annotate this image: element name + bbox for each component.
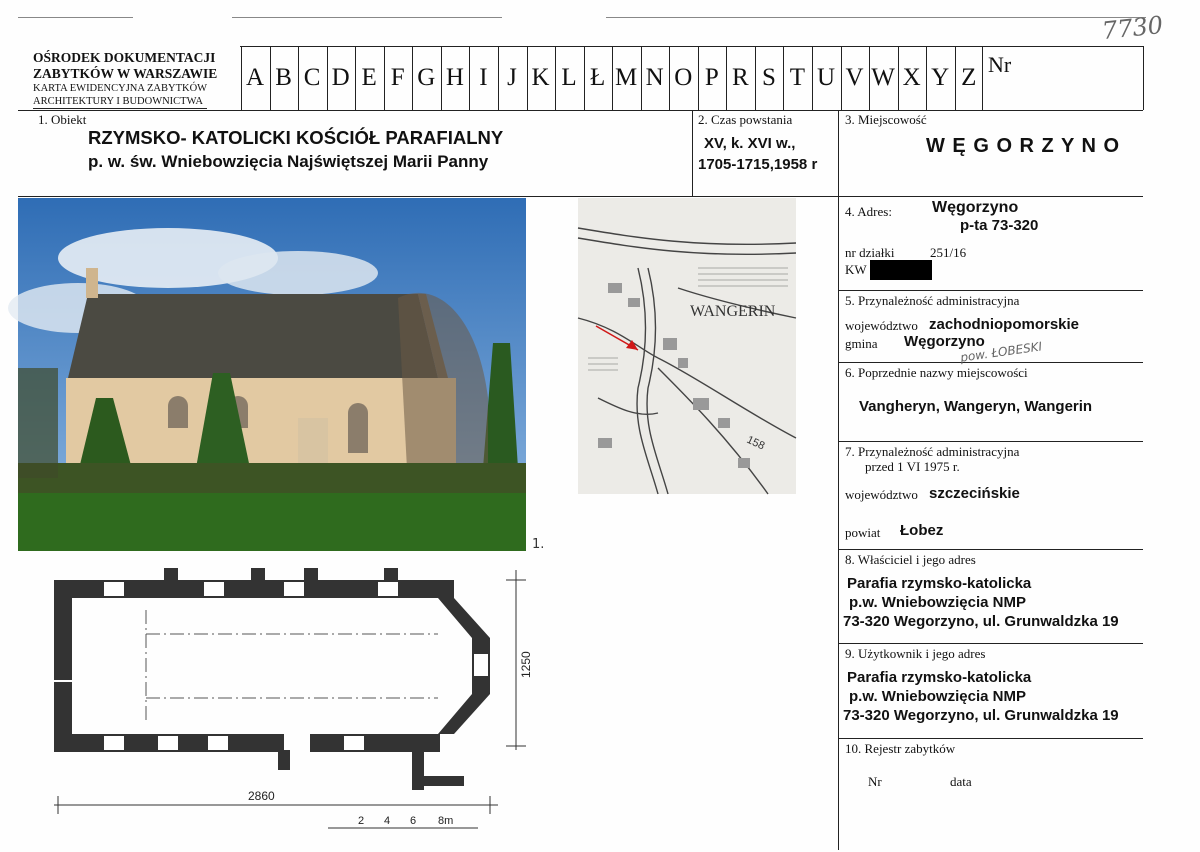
- church-photo: [18, 198, 526, 551]
- user-line1: Parafia rzymsko-katolicka: [847, 669, 1032, 686]
- location-map-svg: [578, 198, 796, 494]
- address-post: p-ta 73-320: [960, 217, 1039, 234]
- nr-box-left: [982, 46, 983, 110]
- letter-S: S: [761, 64, 776, 91]
- field8-label: 8. Właściciel i jego adres: [845, 552, 976, 567]
- location-map: [578, 198, 796, 494]
- field7-label2: przed 1 VI 1975 r.: [865, 459, 960, 474]
- field1-label: 1. Obiekt: [38, 112, 87, 127]
- letter-E: E: [361, 64, 377, 91]
- letter-Z: Z: [961, 64, 977, 91]
- plan-scale-8m: 8m: [438, 815, 454, 827]
- field9-label: 9. Użytkownik i jego adres: [845, 646, 986, 661]
- right-column-divider: [838, 110, 839, 850]
- field8-bottom: [838, 643, 1143, 644]
- photo-caption: 1.: [532, 537, 545, 552]
- plan-axes: [146, 610, 438, 720]
- letter-G: G: [417, 64, 436, 91]
- voivodeship-label: województwo: [845, 318, 918, 333]
- powiat-value: Łobez: [900, 522, 944, 539]
- letter-J: J: [507, 64, 517, 91]
- letter-D: D: [331, 64, 350, 91]
- field6-label: 6. Poprzednie nazwy miejscowości: [845, 365, 1028, 380]
- letter-A: A: [245, 64, 265, 91]
- header-bottom-line: [18, 110, 1143, 111]
- floor-plan-svg: [38, 560, 533, 840]
- letter-B: B: [275, 64, 292, 91]
- cloud: [218, 251, 378, 295]
- register-date-label: data: [950, 774, 972, 789]
- field5-bottom: [838, 362, 1143, 363]
- letter-Y: Y: [931, 64, 950, 91]
- plan-windows: [104, 582, 488, 750]
- field2-label: 2. Czas powstania: [698, 112, 793, 127]
- letter-W: W: [871, 64, 895, 91]
- letter-I: I: [479, 64, 488, 91]
- letter-K: K: [531, 64, 550, 91]
- field5-label: 5. Przynależność administracyjna: [845, 293, 1020, 308]
- porch: [298, 418, 328, 468]
- window: [168, 396, 188, 428]
- map-road-number: 158: [744, 433, 767, 453]
- letter-R: R: [732, 64, 749, 91]
- kw-label: KW: [845, 262, 867, 277]
- divider-1-2: [692, 110, 693, 196]
- hedge: [18, 463, 526, 493]
- user-line3: 73-320 Wegorzyno, ul. Grunwaldzka 19: [843, 707, 1119, 724]
- owner-line3: 73-320 Wegorzyno, ul. Grunwaldzka 19: [843, 613, 1119, 630]
- letter-O: O: [674, 64, 693, 91]
- institution-name: OŚRODEK DOKUMENTACJI ZABYTKÓW W WARSZAWIE: [33, 50, 218, 81]
- field9-bottom: [838, 738, 1143, 739]
- field4-bottom: [838, 290, 1143, 291]
- plan-scale-6: 6: [410, 815, 417, 827]
- owner-line2: p.w. Wniebowzięcia NMP: [849, 594, 1026, 611]
- letter-V: V: [845, 64, 864, 91]
- object-name-line1: RZYMSKO- KATOLICKI KOŚCIÓŁ PARAFIALNY: [88, 127, 504, 148]
- field3-label: 3. Miejscowość: [845, 112, 927, 127]
- church-photo-svg: [18, 198, 526, 551]
- date-line2: 1705-1715,1958 r: [698, 156, 818, 173]
- plan-walls: [54, 568, 490, 790]
- letter-Ł: Ł: [589, 64, 606, 91]
- chimney: [86, 268, 98, 298]
- plan-width-dimension: 1250: [519, 651, 533, 678]
- roof: [68, 294, 438, 378]
- nr-label: Nr: [988, 52, 1012, 77]
- top-mark: [606, 17, 1146, 18]
- letter-L: L: [561, 64, 577, 91]
- top-mark: [18, 17, 133, 18]
- redacted-kw: [870, 260, 932, 280]
- object-name-line2: p. w. św. Wniebowzięcia Najświętszej Marii Panny: [88, 152, 489, 171]
- field4-label: 4. Adres:: [845, 204, 892, 219]
- map-town-label: WANGERIN: [690, 303, 776, 320]
- gmina-label: gmina: [845, 336, 878, 351]
- address-city: Węgorzyno: [932, 199, 1019, 216]
- old-voivodeship-value: szczecińskie: [929, 485, 1020, 502]
- field7-bottom: [838, 549, 1143, 550]
- user-line2: p.w. Wniebowzięcia NMP: [849, 688, 1026, 705]
- card-type: KARTA EWIDENCYJNA ZABYTKÓW ARCHITEKTURY I BUDOWNICTWA: [33, 83, 208, 107]
- header-top-line: [240, 46, 1144, 47]
- locality-value: W Ę G O R Z Y N O: [926, 135, 1121, 157]
- handwritten-number: 7730: [1100, 10, 1165, 46]
- plot-value: 251/16: [930, 245, 967, 260]
- letter-F: F: [390, 64, 405, 91]
- letter-C: C: [303, 64, 321, 91]
- nr-box-right: [1143, 46, 1144, 110]
- register-nr-label: Nr: [868, 774, 882, 789]
- date-line1: XV, k. XVI w.,: [704, 135, 796, 152]
- owner-line1: Parafia rzymsko-katolicka: [847, 575, 1032, 592]
- row1-bottom-line: [18, 196, 1143, 197]
- letter-M: M: [615, 64, 638, 91]
- left-tree: [18, 368, 58, 478]
- letter-N: N: [645, 64, 664, 91]
- window: [348, 403, 368, 453]
- previous-names-value: Vangheryn, Wangeryn, Wangerin: [859, 398, 1093, 415]
- letter-P: P: [704, 64, 719, 91]
- floor-plan: [38, 560, 533, 840]
- plan-scale-4: 4: [384, 815, 391, 827]
- letter-U: U: [816, 64, 836, 91]
- gmina-value: Węgorzyno: [904, 333, 985, 350]
- plan-scale-2: 2: [358, 815, 365, 827]
- handwritten-powiat-note: pow. ŁOBESKI: [959, 339, 1043, 365]
- voivodeship-value: zachodniopomorskie: [929, 316, 1080, 333]
- top-mark: [232, 17, 502, 18]
- grass: [18, 488, 526, 551]
- plan-length-dimension: 2860: [248, 789, 275, 803]
- field10-label: 10. Rejestr zabytków: [845, 741, 956, 756]
- plot-label: nr działki: [845, 245, 895, 260]
- letter-H: H: [445, 64, 464, 91]
- powiat-label: powiat: [845, 525, 881, 540]
- letter-X: X: [902, 64, 921, 91]
- letter-T: T: [789, 64, 806, 91]
- field7-label: 7. Przynależność administracyjna: [845, 444, 1020, 459]
- old-voivodeship-label: województwo: [845, 487, 918, 502]
- field6-bottom: [838, 441, 1143, 442]
